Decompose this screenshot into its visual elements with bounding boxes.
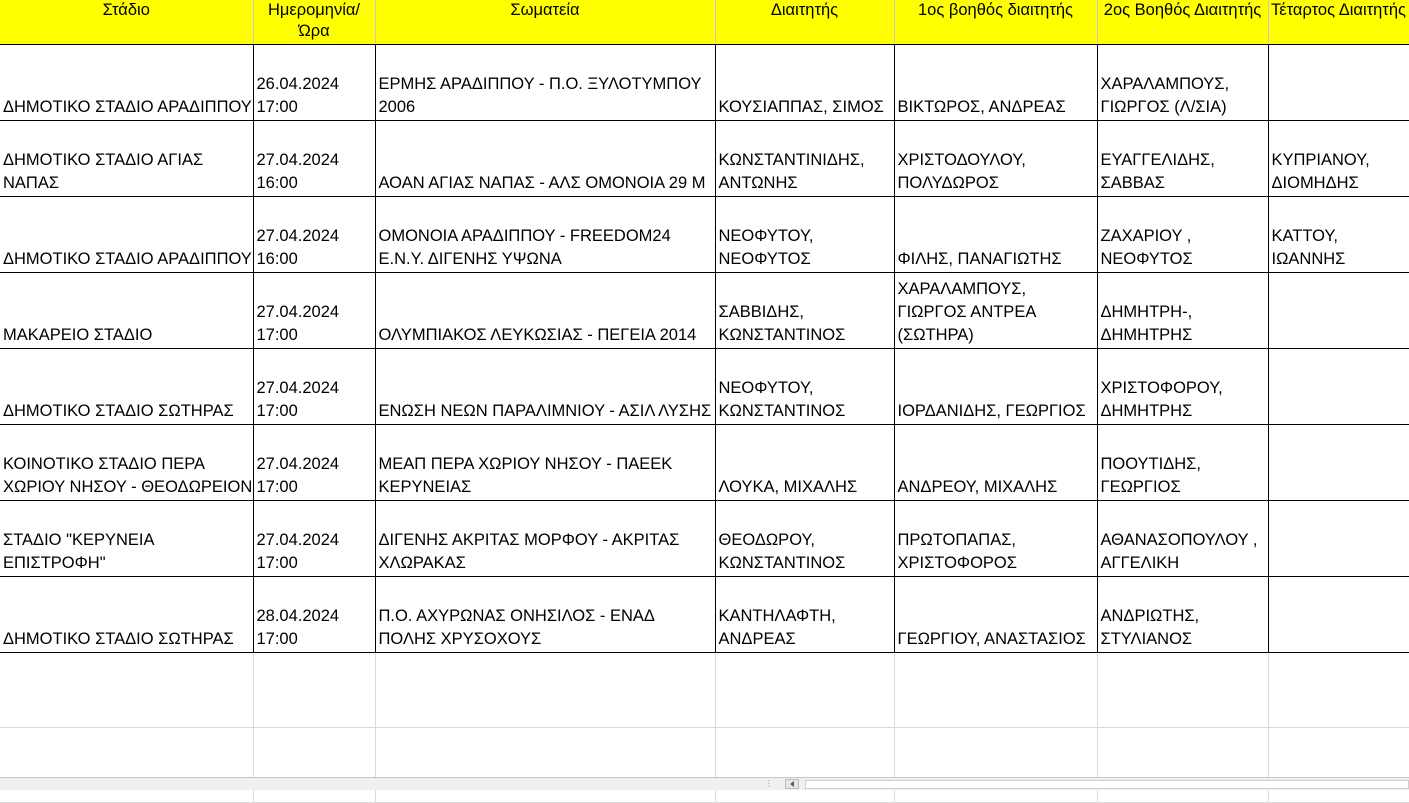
empty-cell[interactable] bbox=[894, 653, 1097, 728]
empty-cell[interactable] bbox=[253, 653, 375, 728]
cell-fourth-official[interactable]: ΚΥΠΡΙΑΝΟΥ, ΔΙΟΜΗΔΗΣ bbox=[1268, 121, 1409, 197]
empty-cell[interactable] bbox=[715, 728, 894, 803]
cell-teams[interactable]: Π.Ο. ΑΧΥΡΩΝΑΣ ΟΝΗΣΙΛΟΣ - ΕΝΑΔ ΠΟΛΗΣ ΧΡΥΣΟΧΟΥΣ bbox=[375, 577, 715, 653]
cell-referee[interactable]: ΚΑΝΤΗΛΑΦΤΗ, ΑΝΔΡΕΑΣ bbox=[715, 577, 894, 653]
cell-second-assistant[interactable]: ΧΑΡΑΛΑΜΠΟΥΣ, ΓΙΩΡΓΟΣ (Λ/ΣΙΑ) bbox=[1097, 45, 1268, 121]
cell-fourth-official[interactable] bbox=[1268, 273, 1409, 349]
cell-referee[interactable]: ΝΕΟΦΥΤΟΥ, ΝΕΟΦΥΤΟΣ bbox=[715, 197, 894, 273]
arrow-left-icon bbox=[790, 781, 794, 787]
cell-referee[interactable]: ΣΑΒΒΙΔΗΣ, ΚΩΝΣΤΑΝΤΙΝΟΣ bbox=[715, 273, 894, 349]
table-row bbox=[0, 501, 1409, 577]
cell-referee[interactable]: ΘΕΟΔΩΡΟΥ, ΚΩΝΣΤΑΝΤΙΝΟΣ bbox=[715, 501, 894, 577]
cell-referee[interactable]: ΚΩΝΣΤΑΝΤΙΝΙΔΗΣ, ΑΝΤΩΝΗΣ bbox=[715, 121, 894, 197]
cell-stadium[interactable]: ΔΗΜΟΤΙΚΟ ΣΤΑΔΙΟ ΣΩΤΗΡΑΣ bbox=[0, 577, 253, 653]
cell-date-time[interactable]: 27.04.2024 17:00 bbox=[253, 273, 375, 349]
cell-first-assistant[interactable]: ΠΡΩΤΟΠΑΠΑΣ, ΧΡΙΣΤΟΦΟΡΟΣ bbox=[894, 501, 1097, 577]
scrollbar-track[interactable] bbox=[805, 780, 1409, 789]
empty-cell[interactable] bbox=[1097, 728, 1268, 803]
header-first-assistant[interactable]: 1ος βοηθός διαιτητής bbox=[894, 0, 1097, 45]
cell-date-time[interactable]: 28.04.2024 17:00 bbox=[253, 577, 375, 653]
cell-referee[interactable]: ΚΟΥΣΙΑΠΠΑΣ, ΣΙΜΟΣ bbox=[715, 45, 894, 121]
cell-date-time[interactable]: 27.04.2024 17:00 bbox=[253, 425, 375, 501]
cell-fourth-official[interactable] bbox=[1268, 349, 1409, 425]
cell-date-time[interactable]: 27.04.2024 16:00 bbox=[253, 121, 375, 197]
empty-cell[interactable] bbox=[253, 728, 375, 803]
empty-cell[interactable] bbox=[1268, 728, 1409, 803]
cell-first-assistant[interactable]: ΑΝΔΡΕΟΥ, ΜΙΧΑΛΗΣ bbox=[894, 425, 1097, 501]
header-fourth-official[interactable]: Τέταρτος Διαιτητής bbox=[1268, 0, 1409, 45]
cell-second-assistant[interactable]: ΧΡΙΣΤΟΦΟΡΟΥ, ΔΗΜΗΤΡΗΣ bbox=[1097, 349, 1268, 425]
cell-stadium[interactable]: ΔΗΜΟΤΙΚΟ ΣΤΑΔΙΟ ΣΩΤΗΡΑΣ bbox=[0, 349, 253, 425]
cell-teams[interactable]: ΟΜΟΝΟΙΑ ΑΡΑΔΙΠΠΟΥ - FREEDOM24 Ε.Ν.Υ. ΔΙΓΕΝΗΣ ΥΨΩΝΑ bbox=[375, 197, 715, 273]
table-row bbox=[0, 197, 1409, 273]
table-row bbox=[0, 121, 1409, 197]
header-referee[interactable]: Διαιτητής bbox=[715, 0, 894, 45]
header-date-time[interactable]: Ημερομηνία/ Ώρα bbox=[253, 0, 375, 45]
cell-first-assistant[interactable]: ΙΟΡΔΑΝΙΔΗΣ, ΓΕΩΡΓΙΟΣ bbox=[894, 349, 1097, 425]
cell-second-assistant[interactable]: ΖΑΧΑΡΙΟΥ , ΝΕΟΦΥΤΟΣ bbox=[1097, 197, 1268, 273]
cell-second-assistant[interactable]: ΑΘΑΝΑΣΟΠΟΥΛΟΥ , ΑΓΓΕΛΙΚΗ bbox=[1097, 501, 1268, 577]
cell-stadium[interactable]: ΚΟΙΝΟΤΙΚΟ ΣΤΑΔΙΟ ΠΕΡΑ ΧΩΡΙΟΥ ΝΗΣΟΥ - ΘΕΟΔΩΡΕΙΟΝ bbox=[0, 425, 253, 501]
cell-fourth-official[interactable] bbox=[1268, 45, 1409, 121]
cell-teams[interactable]: ΜΕΑΠ ΠΕΡΑ ΧΩΡΙΟΥ ΝΗΣΟΥ - ΠΑΕΕΚ ΚΕΡΥΝΕΙΑΣ bbox=[375, 425, 715, 501]
table-row bbox=[0, 273, 1409, 349]
cell-date-time[interactable]: 27.04.2024 17:00 bbox=[253, 349, 375, 425]
sheet-tab-splitter-icon[interactable]: ⋮ bbox=[765, 779, 773, 788]
table-row bbox=[0, 577, 1409, 653]
cell-referee[interactable]: ΛΟΥΚΑ, ΜΙΧΑΛΗΣ bbox=[715, 425, 894, 501]
cell-date-time[interactable]: 26.04.2024 17:00 bbox=[253, 45, 375, 121]
cell-stadium[interactable]: ΔΗΜΟΤΙΚΟ ΣΤΑΔΙΟ ΑΡΑΔΙΠΠΟΥ bbox=[0, 197, 253, 273]
table-row bbox=[0, 45, 1409, 121]
cell-fourth-official[interactable]: ΚΑΤΤΟΥ, ΙΩΑΝΝΗΣ bbox=[1268, 197, 1409, 273]
empty-row bbox=[0, 728, 1409, 803]
cell-date-time[interactable]: 27.04.2024 17:00 bbox=[253, 501, 375, 577]
cell-teams[interactable]: ΔΙΓΕΝΗΣ ΑΚΡΙΤΑΣ ΜΟΡΦΟΥ - ΑΚΡΙΤΑΣ ΧΛΩΡΑΚΑΣ bbox=[375, 501, 715, 577]
cell-first-assistant[interactable]: ΧΡΙΣΤΟΔΟΥΛΟΥ, ΠΟΛΥΔΩΡΟΣ bbox=[894, 121, 1097, 197]
cell-stadium[interactable]: ΣΤΑΔΙΟ "ΚΕΡΥΝΕΙΑ ΕΠΙΣΤΡΟΦΗ" bbox=[0, 501, 253, 577]
empty-cell[interactable] bbox=[0, 728, 253, 803]
cell-fourth-official[interactable] bbox=[1268, 577, 1409, 653]
cell-first-assistant[interactable]: ΧΑΡΑΛΑΜΠΟΥΣ, ΓΙΩΡΓΟΣ ΑΝΤΡΕΑ (ΣΩΤΗΡΑ) bbox=[894, 273, 1097, 349]
cell-teams[interactable]: ΑΟΑΝ ΑΓΙΑΣ ΝΑΠΑΣ - ΑΛΣ ΟΜΟΝΟΙΑ 29 Μ bbox=[375, 121, 715, 197]
cell-stadium[interactable]: ΔΗΜΟΤΙΚΟ ΣΤΑΔΙΟ ΑΡΑΔΙΠΠΟΥ bbox=[0, 45, 253, 121]
empty-cell[interactable] bbox=[375, 728, 715, 803]
horizontal-scrollbar[interactable] bbox=[0, 777, 1409, 790]
empty-cell[interactable] bbox=[894, 728, 1097, 803]
empty-cell[interactable] bbox=[715, 653, 894, 728]
header-stadium[interactable]: Στάδιο bbox=[0, 0, 253, 45]
cell-first-assistant[interactable]: ΓΕΩΡΓΙΟΥ, ΑΝΑΣΤΑΣΙΟΣ bbox=[894, 577, 1097, 653]
header-second-assistant[interactable]: 2ος Βοηθός Διαιτητής bbox=[1097, 0, 1268, 45]
table-row bbox=[0, 425, 1409, 501]
cell-date-time[interactable]: 27.04.2024 16:00 bbox=[253, 197, 375, 273]
cell-stadium[interactable]: ΔΗΜΟΤΙΚΟ ΣΤΑΔΙΟ ΑΓΙΑΣ ΝΑΠΑΣ bbox=[0, 121, 253, 197]
cell-first-assistant[interactable]: ΦΙΛΗΣ, ΠΑΝΑΓΙΩΤΗΣ bbox=[894, 197, 1097, 273]
empty-cell[interactable] bbox=[1268, 653, 1409, 728]
empty-cell[interactable] bbox=[375, 653, 715, 728]
cell-second-assistant[interactable]: ΑΝΔΡΙΩΤΗΣ, ΣΤΥΛΙΑΝΟΣ bbox=[1097, 577, 1268, 653]
cell-second-assistant[interactable]: ΕΥΑΓΓΕΛΙΔΗΣ, ΣΑΒΒΑΣ bbox=[1097, 121, 1268, 197]
header-row bbox=[0, 0, 1409, 45]
cell-teams[interactable]: ΟΛΥΜΠΙΑΚΟΣ ΛΕΥΚΩΣΙΑΣ - ΠΕΓΕΙΑ 2014 bbox=[375, 273, 715, 349]
header-teams[interactable]: Σωματεία bbox=[375, 0, 715, 45]
cell-referee[interactable]: ΝΕΟΦΥΤΟΥ, ΚΩΝΣΤΑΝΤΙΝΟΣ bbox=[715, 349, 894, 425]
cell-fourth-official[interactable] bbox=[1268, 501, 1409, 577]
empty-cell[interactable] bbox=[0, 653, 253, 728]
cell-teams[interactable]: ΕΝΩΣΗ ΝΕΩΝ ΠΑΡΑΛΙΜΝΙΟΥ - ΑΣΙΛ ΛΥΣΗΣ bbox=[375, 349, 715, 425]
cell-teams[interactable]: ΕΡΜΗΣ ΑΡΑΔΙΠΠΟΥ - Π.Ο. ΞΥΛΟΤΥΜΠΟΥ 2006 bbox=[375, 45, 715, 121]
cell-second-assistant[interactable]: ΔΗΜΗΤΡΗ-, ΔΗΜΗΤΡΗΣ bbox=[1097, 273, 1268, 349]
cell-first-assistant[interactable]: ΒΙΚΤΩΡΟΣ, ΑΝΔΡΕΑΣ bbox=[894, 45, 1097, 121]
cell-stadium[interactable]: ΜΑΚΑΡΕΙΟ ΣΤΑΔΙΟ bbox=[0, 273, 253, 349]
table-row bbox=[0, 349, 1409, 425]
cell-second-assistant[interactable]: ΠΟΟΥΤΙΔΗΣ, ΓΕΩΡΓΙΟΣ bbox=[1097, 425, 1268, 501]
empty-row bbox=[0, 653, 1409, 728]
cell-fourth-official[interactable] bbox=[1268, 425, 1409, 501]
empty-cell[interactable] bbox=[1097, 653, 1268, 728]
